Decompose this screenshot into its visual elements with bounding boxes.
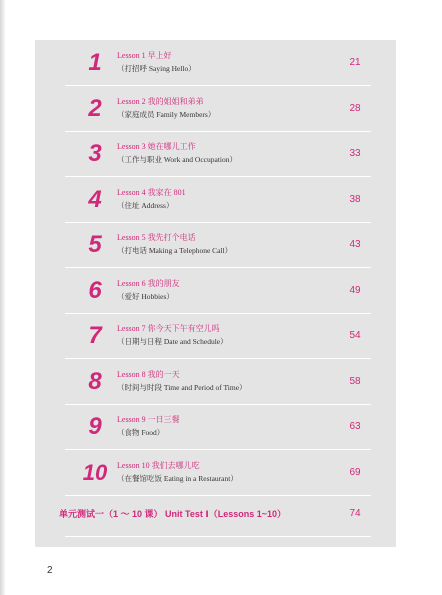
lesson-subtitle: （时间与时段 Time and Period of Time） bbox=[117, 383, 247, 392]
lesson-number: 3 bbox=[88, 139, 102, 167]
lesson-number: 10 bbox=[82, 459, 108, 485]
lesson-subtitle: （家庭成员 Family Members） bbox=[117, 110, 216, 119]
page-edge-shadow bbox=[0, 0, 6, 595]
toc-entry-lesson-9[interactable] bbox=[35, 404, 396, 449]
lesson-subtitle: （食物 Food） bbox=[117, 428, 165, 437]
page-ref: 28 bbox=[349, 103, 361, 114]
toc-entry-lesson-6[interactable] bbox=[35, 268, 396, 313]
page-ref: 49 bbox=[349, 285, 361, 296]
toc-entry-lesson-1[interactable] bbox=[35, 40, 396, 85]
lesson-number: 6 bbox=[88, 276, 102, 304]
page-ref: 33 bbox=[349, 148, 361, 159]
lesson-number: 9 bbox=[88, 412, 102, 440]
unit-test-label: 单元测试一（1 ～ 10 课） Unit Test Ⅰ（Lessons 1~10） bbox=[59, 509, 286, 519]
lesson-number: 1 bbox=[88, 48, 102, 76]
lesson-number: 7 bbox=[88, 321, 102, 349]
lesson-number: 2 bbox=[88, 94, 102, 122]
toc-entry-lesson-7[interactable] bbox=[35, 313, 396, 358]
divider bbox=[65, 536, 371, 537]
lesson-title: Lesson 1 早上好 bbox=[117, 51, 172, 60]
page-ref: 43 bbox=[349, 239, 361, 250]
lesson-title: Lesson 5 我先打个电话 bbox=[117, 233, 196, 242]
page-ref: 58 bbox=[349, 376, 361, 387]
toc-entry-lesson-3[interactable] bbox=[35, 131, 396, 176]
toc-entry-unit-test[interactable] bbox=[35, 491, 396, 536]
lesson-title: Lesson 8 我的一天 bbox=[117, 370, 180, 379]
lesson-subtitle: （在餐馆吃饭 Eating in a Restaurant） bbox=[117, 474, 238, 483]
page-number: 2 bbox=[47, 565, 53, 576]
page-ref: 21 bbox=[349, 57, 361, 68]
page-ref: 63 bbox=[349, 421, 361, 432]
toc-entry-lesson-5[interactable] bbox=[35, 222, 396, 267]
page-ref: 54 bbox=[349, 330, 361, 341]
lesson-subtitle: （爱好 Hobbies） bbox=[117, 292, 174, 301]
lesson-title: Lesson 4 我家在 801 bbox=[117, 188, 186, 197]
lesson-title: Lesson 6 我的朋友 bbox=[117, 279, 180, 288]
lesson-subtitle: （打电话 Making a Telephone Call） bbox=[117, 246, 233, 255]
lesson-subtitle: （日期与日程 Date and Schedule） bbox=[117, 337, 228, 346]
lesson-subtitle: （打招呼 Saying Hello） bbox=[117, 64, 196, 73]
page-ref: 74 bbox=[349, 508, 361, 519]
toc-entry-lesson-4[interactable] bbox=[35, 177, 396, 222]
page-ref: 69 bbox=[349, 467, 361, 478]
toc-entry-lesson-10[interactable] bbox=[35, 450, 396, 495]
lesson-title: Lesson 3 她在哪儿工作 bbox=[117, 142, 196, 151]
table-of-contents bbox=[35, 40, 396, 547]
lesson-number: 4 bbox=[88, 185, 102, 213]
lesson-title: Lesson 7 你今天下午有空儿吗 bbox=[117, 324, 220, 333]
lesson-number: 5 bbox=[88, 230, 102, 258]
lesson-title: Lesson 2 我的姐姐和弟弟 bbox=[117, 97, 204, 106]
lesson-subtitle: （工作与职业 Work and Occupation） bbox=[117, 155, 237, 164]
toc-entry-lesson-2[interactable] bbox=[35, 86, 396, 131]
lesson-title: Lesson 9 一日三餐 bbox=[117, 415, 180, 424]
toc-entry-lesson-8[interactable] bbox=[35, 359, 396, 404]
lesson-subtitle: （住址 Address） bbox=[117, 201, 174, 210]
lesson-number: 8 bbox=[88, 367, 102, 395]
lesson-title: Lesson 10 我们去哪儿吃 bbox=[117, 461, 200, 470]
page-ref: 38 bbox=[349, 194, 361, 205]
